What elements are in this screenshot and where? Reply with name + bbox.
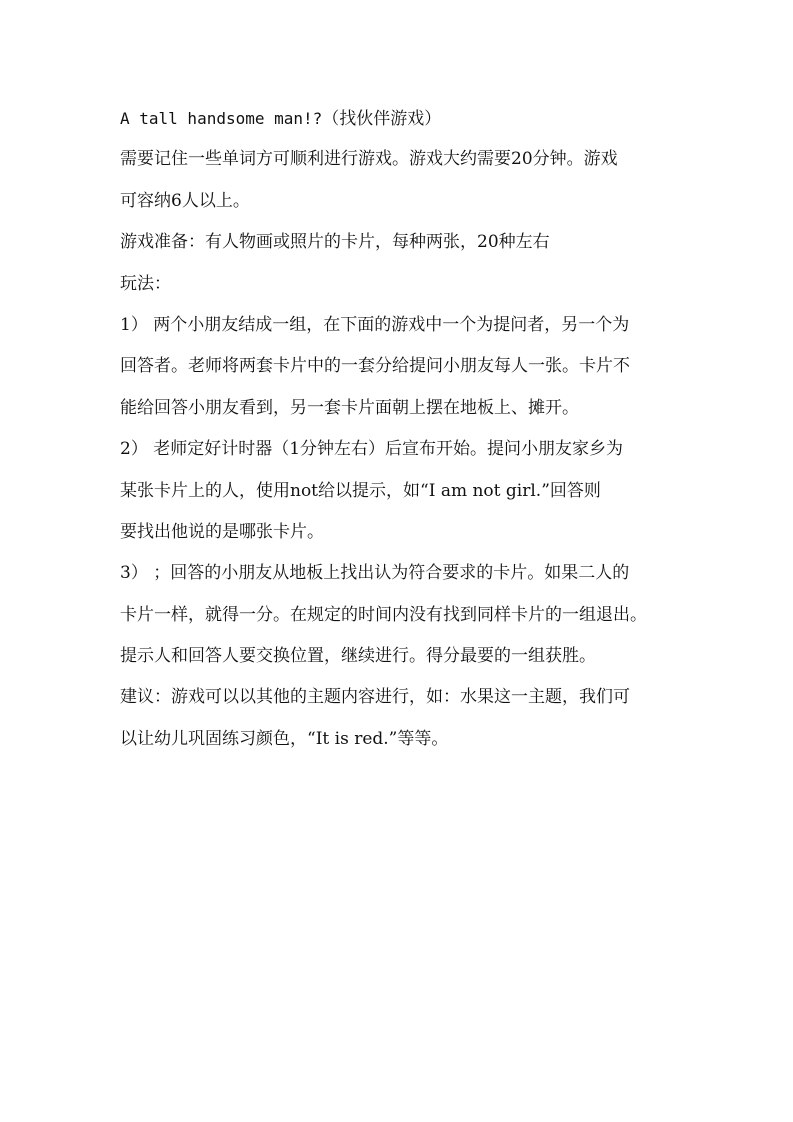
title-chinese: （找伙伴游戏）: [322, 109, 442, 129]
suggestion-line: 建议：游戏可以以其他的主题内容进行，如：水果这一主题，我们可: [120, 687, 630, 708]
text-line: 某张卡片上的人，使用not给以提示，如“I am not girl.”回答则: [120, 480, 601, 501]
text-line: 卡片一样，就得一分。在规定的时间内没有找到同样卡片的一组退出。: [120, 604, 647, 625]
text-line: 回答者。老师将两套卡片中的一套分给提问小朋友每人一张。卡片不: [120, 356, 630, 377]
document-title: [120, 98, 680, 139]
text-line: 可容纳6人以上。: [120, 190, 250, 211]
text-line: 以让幼儿巩固练习颜色，“It is red.”等等。: [120, 728, 449, 749]
text-line: 要找出他说的是哪张卡片。: [120, 521, 324, 542]
text-line: 提示人和回答人要交换位置，继续进行。得分最要的一组获胜。: [120, 646, 596, 667]
step-3-line: 3） ；回答的小朋友从地板上找出认为符合要求的卡片。如果二人的: [120, 563, 630, 584]
title-english: A tall handsome man!?: [120, 109, 323, 128]
document-body: [120, 98, 680, 760]
step-2-line: 2） 老师定好计时器（1分钟左右）后宣布开始。提问小朋友家乡为: [120, 439, 624, 460]
text-line: 能给回答小朋友看到，另一套卡片面朝上摆在地板上、摊开。: [120, 397, 579, 418]
rules-heading: 玩法：: [120, 273, 171, 294]
step-1-line: 1） 两个小朋友结成一组，在下面的游戏中一个为提问者，另一个为: [120, 314, 630, 335]
preparation-line: 游戏准备：有人物画或照片的卡片，每种两张，20种左右: [120, 232, 550, 253]
text-line: 需要记住一些单词方可顺利进行游戏。游戏大约需要20分钟。游戏: [120, 149, 618, 170]
